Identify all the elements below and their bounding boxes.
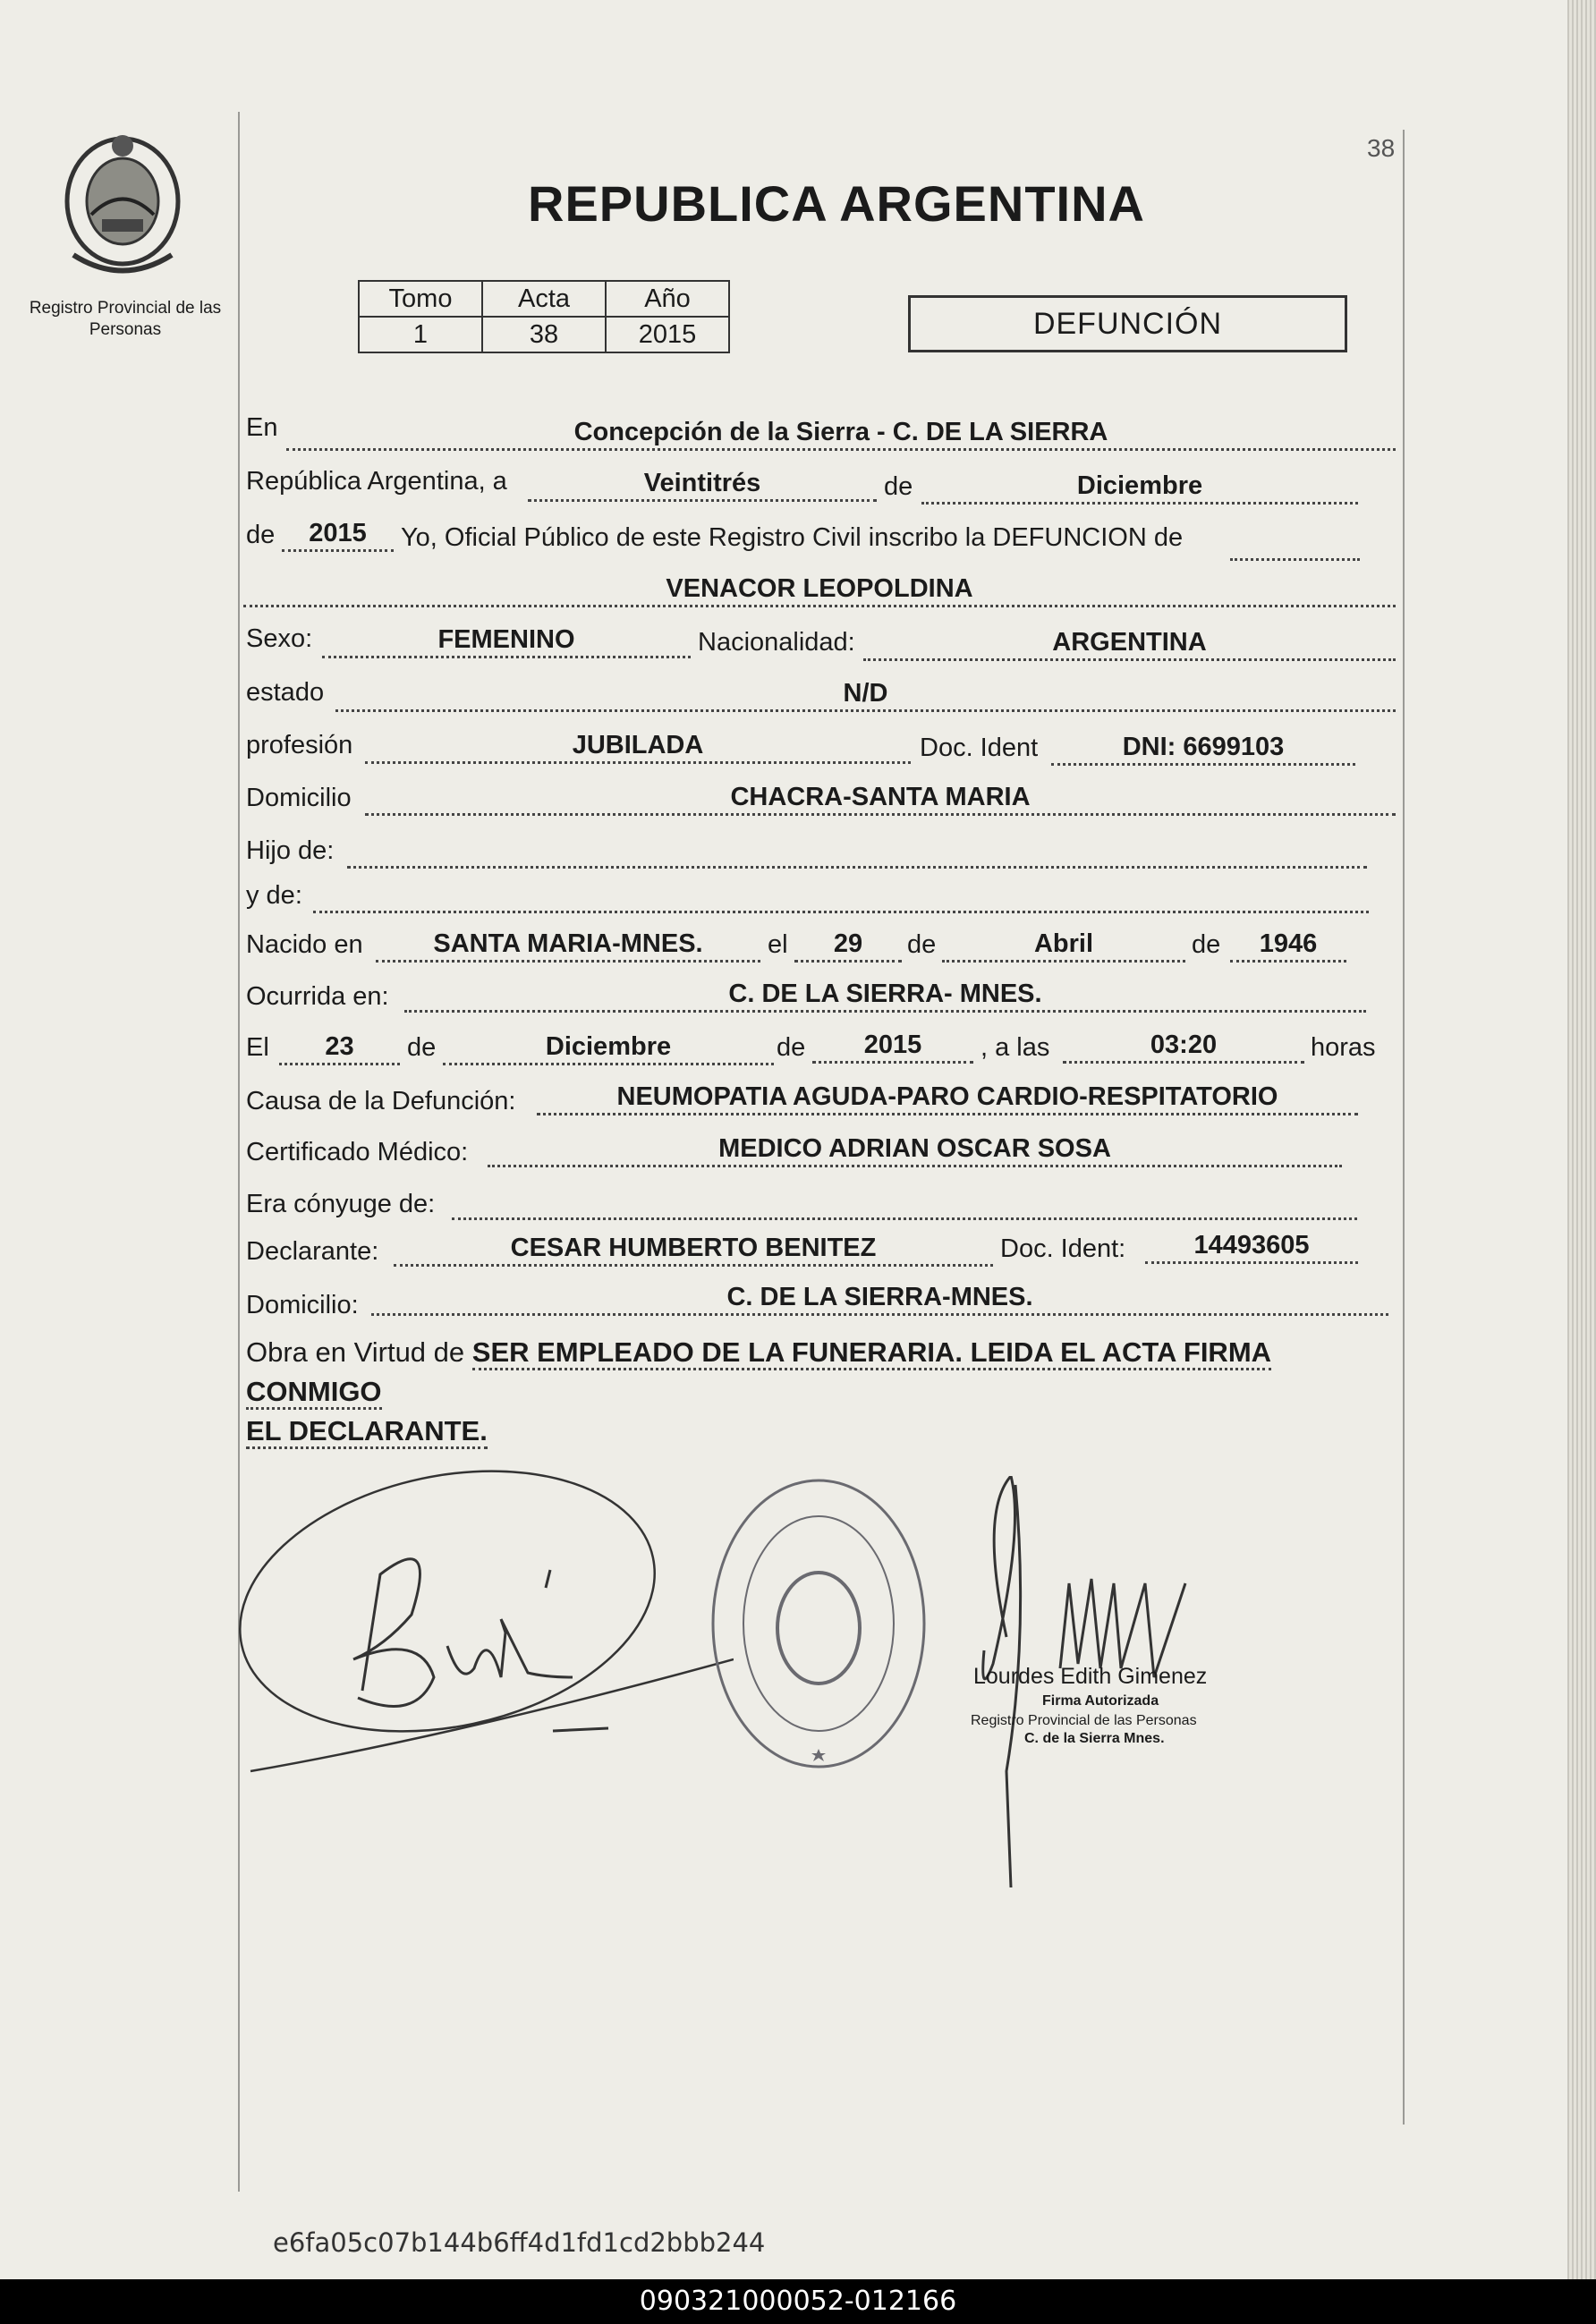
death-place-field: C. DE LA SIERRA- MNES. xyxy=(404,978,1366,1013)
basis-line-1: SER EMPLEADO DE LA FUNERARIA. LEIDA EL ACTA FIRMA CONMIGO xyxy=(246,1336,1271,1410)
barcode-id-bar: 090321000052-012166 xyxy=(0,2279,1596,2324)
and-label: y de: xyxy=(246,881,302,910)
month-text-field: Diciembre xyxy=(921,470,1358,505)
profession-label: profesión xyxy=(246,731,353,759)
basis-paragraph xyxy=(246,1333,1396,1451)
table-value-ano: 2015 xyxy=(606,317,729,352)
statement-blank xyxy=(1230,526,1360,561)
mother-field xyxy=(313,878,1369,913)
certificate-field: MEDICO ADRIAN OSCAR SOSA xyxy=(488,1132,1342,1167)
sex-field: FEMENINO xyxy=(322,623,691,658)
doc-field: DNI: 6699103 xyxy=(1051,731,1355,766)
right-margin-line xyxy=(1403,130,1405,2125)
civil-status-label: estado xyxy=(246,678,325,707)
record-type-box: DEFUNCIÓN xyxy=(908,295,1347,352)
day-text-field: Veintitrés xyxy=(528,467,877,502)
hours-label: horas xyxy=(1311,1033,1376,1062)
father-field xyxy=(347,834,1367,869)
death-day-field: 23 xyxy=(279,1031,400,1065)
nationality-label: Nacionalidad: xyxy=(698,628,855,657)
record-table xyxy=(358,280,730,353)
de-label: de xyxy=(884,472,913,501)
death-de-label: de xyxy=(407,1033,437,1062)
year-label: de xyxy=(246,521,276,549)
official-title: Firma Autorizada xyxy=(1042,1693,1159,1709)
cause-field: NEUMOPATIA AGUDA-PARO CARDIO-RESPITATORIO xyxy=(537,1081,1358,1115)
declarant-address-label: Domicilio: xyxy=(246,1291,359,1319)
official-name: Lourdes Edith Gimenez xyxy=(973,1664,1208,1689)
date-el-label: El xyxy=(246,1033,269,1062)
born-label: Nacido en xyxy=(246,930,363,959)
place-field: Concepción de la Sierra - C. DE LA SIERRA xyxy=(286,416,1396,451)
table-header-tomo: Tomo xyxy=(359,281,482,317)
birth-de-label: de xyxy=(907,930,937,959)
declarant-signature xyxy=(233,1467,734,1789)
table-header-ano: Año xyxy=(606,281,729,317)
spouse-field xyxy=(452,1185,1357,1220)
official-stamp xyxy=(702,1467,935,1771)
page-edge xyxy=(1567,0,1596,2279)
declarant-doc-label: Doc. Ident: xyxy=(1000,1234,1126,1263)
page-number: 38 xyxy=(1367,134,1396,162)
el-label: el xyxy=(768,930,788,959)
address-field: CHACRA-SANTA MARIA xyxy=(365,781,1396,816)
birth-month-field: Abril xyxy=(942,928,1185,963)
statement-text: Yo, Oficial Público de este Registro Civil inscribo la DEFUNCION de xyxy=(401,523,1184,552)
spouse-label: Era cónyuge de: xyxy=(246,1190,436,1218)
declarant-doc-field: 14493605 xyxy=(1145,1229,1358,1264)
page-title: REPUBLICA ARGENTINA xyxy=(528,175,1145,232)
birth-place-field: SANTA MARIA-MNES. xyxy=(376,928,760,963)
table-value-acta: 38 xyxy=(482,317,606,352)
birth-year-field: 1946 xyxy=(1230,928,1346,963)
child-of-label: Hijo de: xyxy=(246,836,335,865)
place-label: En xyxy=(246,413,278,442)
basis-line-2: EL DECLARANTE. xyxy=(246,1415,488,1449)
document-hash: e6fa05c07b144b6ff4d1fd1cd2bbb244 xyxy=(273,2227,766,2258)
death-month-field: Diciembre xyxy=(443,1031,774,1065)
address-label: Domicilio xyxy=(246,784,352,812)
birth-day-field: 29 xyxy=(794,928,902,963)
certificate-label: Certificado Médico: xyxy=(246,1138,469,1166)
occurred-label: Ocurrida en: xyxy=(246,982,389,1011)
profession-field: JUBILADA xyxy=(365,729,911,764)
declarant-label: Declarante: xyxy=(246,1237,379,1266)
death-de2-label: de xyxy=(777,1033,806,1062)
birth-de2-label: de xyxy=(1192,930,1221,959)
nationality-field: ARGENTINA xyxy=(863,626,1396,661)
year-field: 2015 xyxy=(282,517,394,552)
republic-label: República Argentina, a xyxy=(246,467,507,496)
registry-label: Registro Provincial de las Personas xyxy=(29,299,222,339)
at-label: , a las xyxy=(981,1033,1050,1062)
table-header-acta: Acta xyxy=(482,281,606,317)
cause-label: Causa de la Defunción: xyxy=(246,1087,516,1115)
declarant-address-field: C. DE LA SIERRA-MNES. xyxy=(371,1281,1388,1316)
left-margin-line xyxy=(238,112,240,2192)
doc-label: Doc. Ident xyxy=(920,734,1039,762)
deceased-name-field: VENACOR LEOPOLDINA xyxy=(243,573,1396,607)
basis-label: Obra en Virtud de xyxy=(246,1336,465,1368)
province-seal-icon xyxy=(55,130,190,282)
death-time-field: 03:20 xyxy=(1063,1029,1304,1064)
table-value-tomo: 1 xyxy=(359,317,482,352)
official-office: C. de la Sierra Mnes. xyxy=(1024,1731,1165,1746)
declarant-field: CESAR HUMBERTO BENITEZ xyxy=(394,1232,993,1267)
death-year-field: 2015 xyxy=(812,1029,973,1064)
sex-label: Sexo: xyxy=(246,624,313,653)
official-org: Registro Provincial de las Personas xyxy=(971,1713,1197,1728)
civil-status-field: N/D xyxy=(335,677,1396,712)
